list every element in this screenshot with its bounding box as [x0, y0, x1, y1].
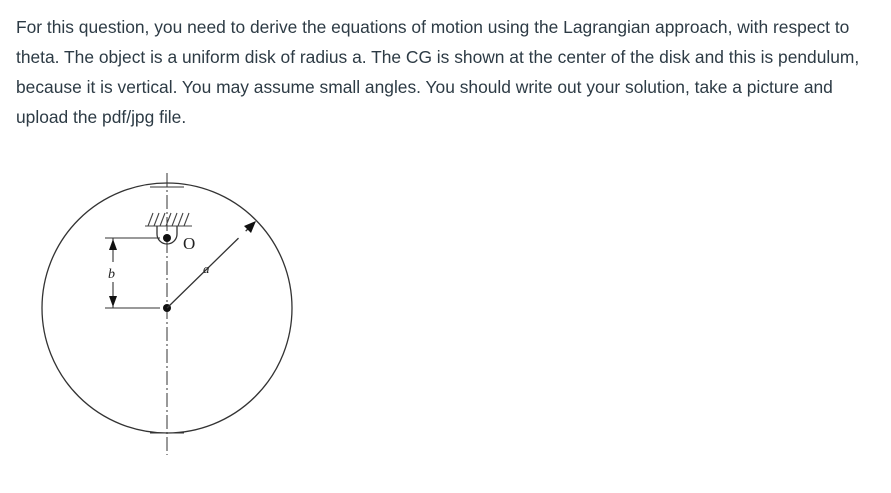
pivot-point	[163, 234, 171, 242]
radius-label: a	[203, 261, 210, 276]
b-arrow-down	[109, 296, 117, 307]
radius-line	[167, 222, 255, 308]
offset-label: b	[108, 267, 115, 282]
pivot-label: O	[183, 234, 196, 253]
fixed-support-hatch	[145, 213, 192, 226]
b-arrow-up	[109, 239, 117, 250]
question-text: For this question, you need to derive the equations of motion using the Lagrangian approach, with respect to theta. The object is a uniform disk of radius a. The CG is shown at the center of the disk and this is pendulum, because it is vertical. You may assume small angles. You should write out your solution, take a picture and upload the pdf/jpg file.	[16, 17, 860, 127]
